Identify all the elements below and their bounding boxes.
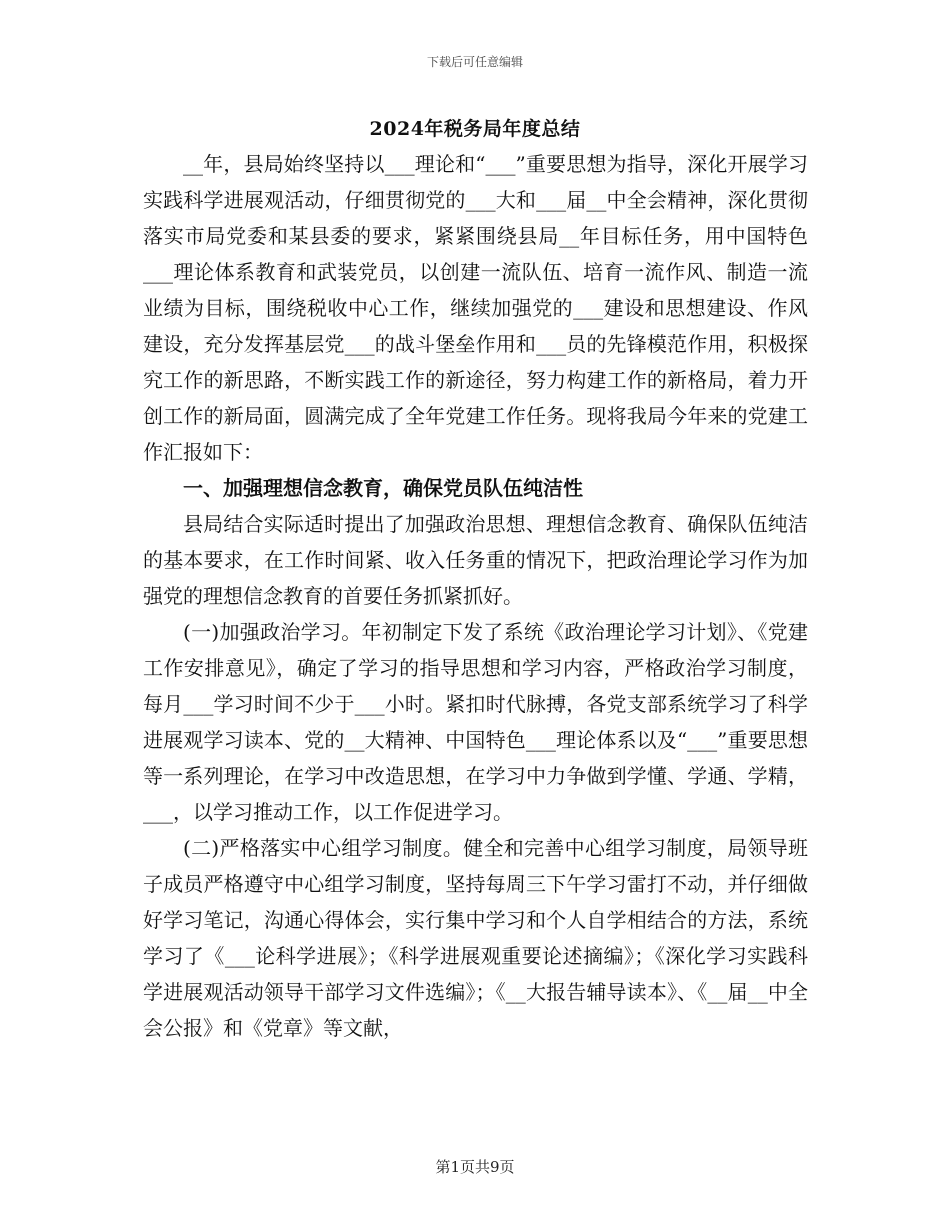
page-number: 第1页共9页 [435,1158,515,1176]
section-heading-1: 一、加强理想信念教育，确保党员队伍纯洁性 [183,476,583,500]
document-title: 2024年税务局年度总结 [369,118,581,140]
header-note: 下载后可任意编辑 [426,55,523,69]
paragraph-intro: __年，县局始终坚持以___理论和“___”重要思想为指导，深化开展学习实践科学进展观活动，仔细贯彻党的___大和___届__中全会精神，深化贯彻落实市局党委和某县委的要求，紧紧围绕县局__年目标任务，用中国特色___理论体系教育和武装党员，以创建一流队伍、培育一流作风、制造一流业绩为目标，围绕税收中心工作，继续加强党的___建设和思想建设、作风建设，充分发挥基层党___的战斗堡垒作用和___员的先锋模范作用，积极探究工作的新思路，不断实践工作的新途径，努力构建工作的新格局，着力开创工作的新局面，圆满完成了全年党建工作任务。现将我局今年来的党建工作汇报如下： [143,152,808,464]
paragraph-item-1: (一)加强政治学习。年初制定下发了系统《政治理论学习计划》、《党建工作安排意见》，确定了学习的指导思想和学习内容，严格政治学习制度，每月___学习时间不少于___小时。紧扣时代脉搏，各党支部系统学习了科学进展观学习读本、党的__大精神、中国特色___理论体系以及“___”重要思想等一系列理论，在学习中改造思想，在学习中力争做到学懂、学通、学精，___，以学习推动工作，以工作促进学习。 [143,620,808,824]
paragraph-section-1: 县局结合实际适时提出了加强政治思想、理想信念教育、确保队伍纯洁的基本要求，在工作时间紧、收入任务重的情况下，把政治理论学习作为加强党的理想信念教育的首要任务抓紧抓好。 [143,512,808,608]
paragraph-item-2: (二)严格落实中心组学习制度。健全和完善中心组学习制度，局领导班子成员严格遵守中心组学习制度，坚持每周三下午学习雷打不动，并仔细做好学习笔记，沟通心得体会，实行集中学习和个人自学相结合的方法，系统学习了《___论科学进展》；《科学进展观重要论述摘编》；《深化学习实践科学进展观活动领导干部学习文件选编》；《__大报告辅导读本》、《__届__中全会公报》和《党章》等文献， [143,836,808,1040]
document-body [143,146,808,1046]
